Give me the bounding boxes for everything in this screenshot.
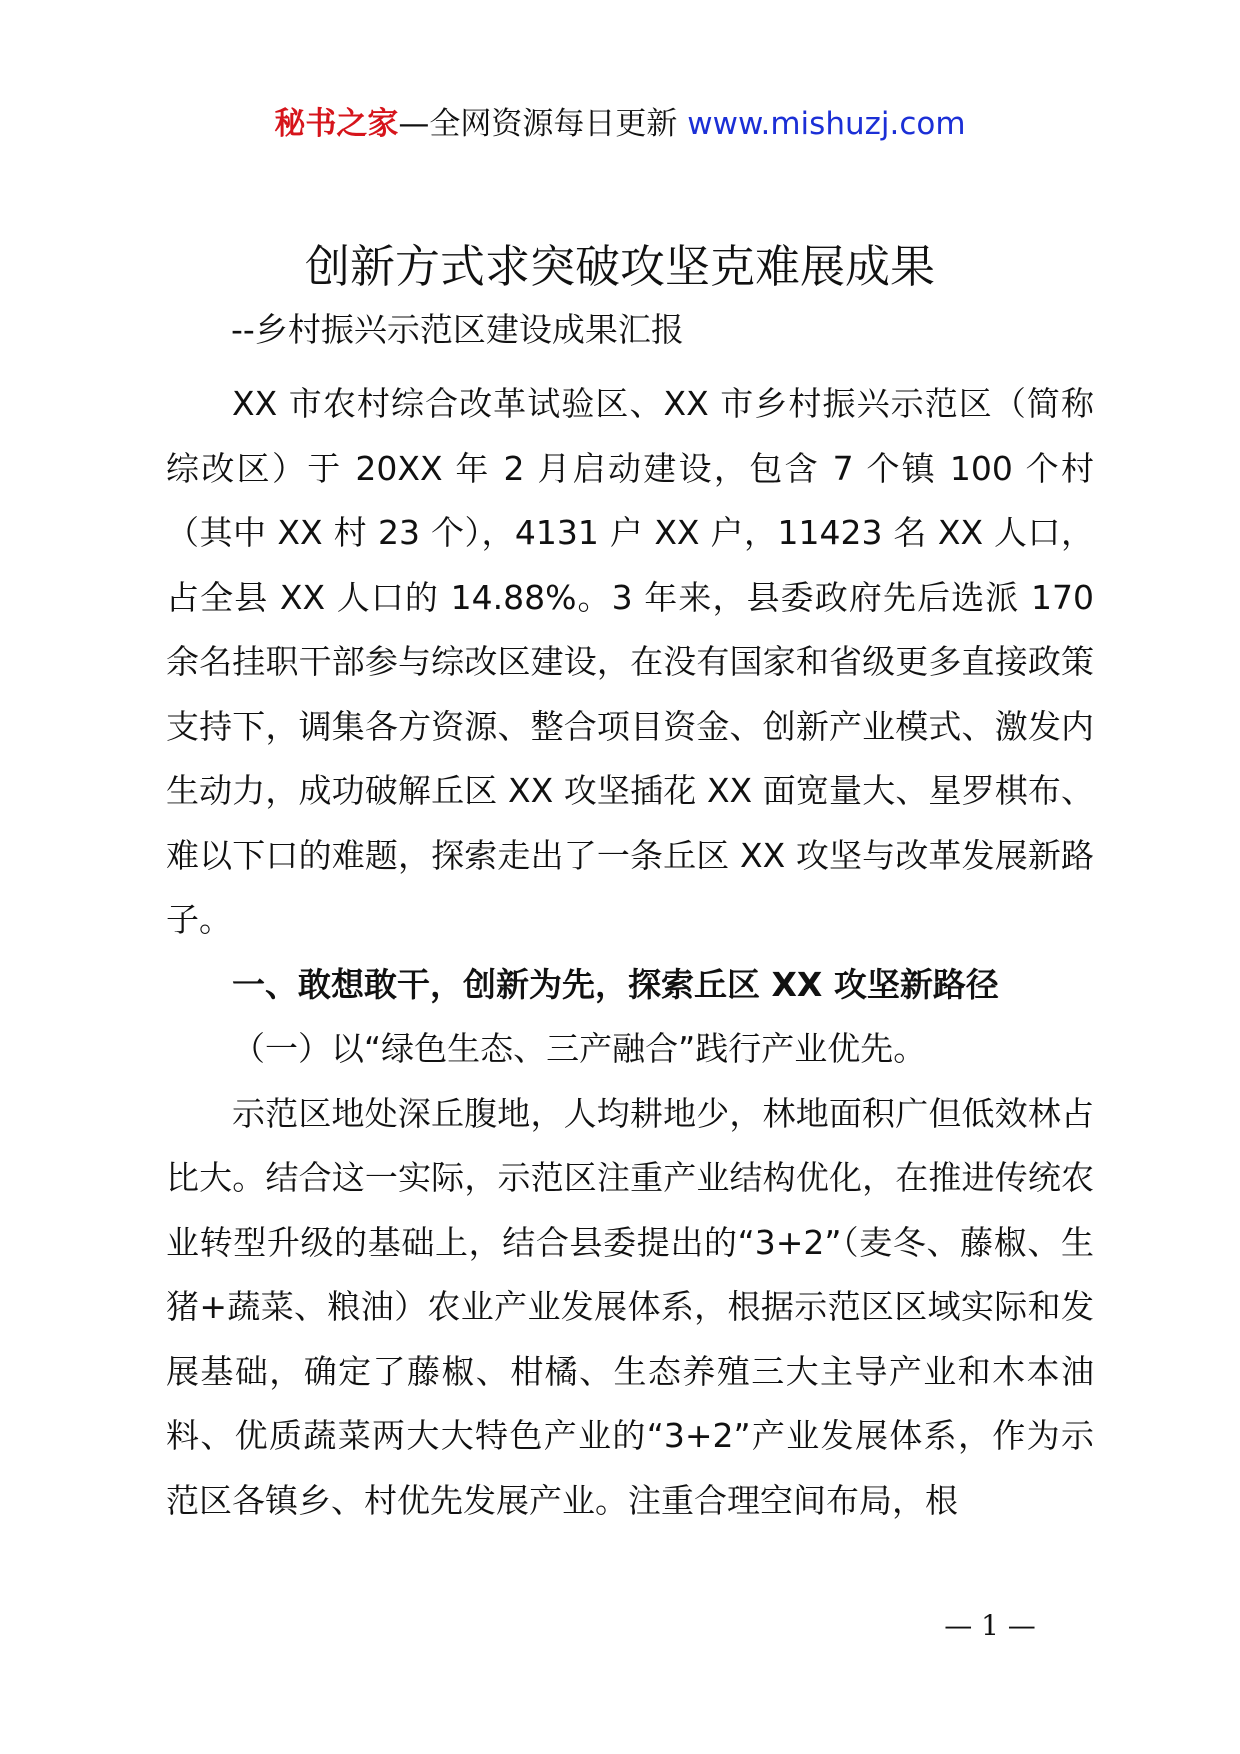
document-body (166, 372, 1094, 1533)
header-tagline: —全网资源每日更新 (398, 106, 688, 142)
document-title: 创新方式求突破攻坚克难展成果 (304, 240, 935, 293)
body-paragraph: 示范区地处深丘腹地，人均耕地少，林地面积广但低效林占比大。结合这一实际，示范区注重产业结构优化，在推进传统农业转型升级的基础上，结合县委提出的“3+2”（麦冬、藤椒、生猪+蔬菜、粮油）农业产业发展体系，根据示范区区域实际和发展基础，确定了藤椒、柑橘、生态养殖三大主导产业和木本油料、优质蔬菜两大大特色产业的“3+2”产业发展体系，作为示范区各镇乡、村优先发展产业。注重合理空间布局，根 (166, 1093, 1094, 1520)
body-paragraph: XX 市农村综合改革试验区、XX 市乡村振兴示范区（简称综改区）于 20XX 年 2 月启动建设，包含 7 个镇 100 个村（其中 XX 村 23 个），4131 户 XX 户，11423 名 XX 人口，占全县 XX 人口的 14.88%。3 年来，县委政府先后选派 170 余名挂职干部参与综改区建设，在没有国家和省级更多直接政策支持下，调集各方资源、整合项目资金、创新产业模式、激发内生动力，成功破解丘区 XX 攻坚插花 XX 面宽量大、星罗棋布、难以下口的难题，探索走出了一条丘区 XX 攻坚与改革发展新路子。 (166, 384, 1094, 939)
subsection-heading: （一）以“绿色生态、三产融合”践行产业优先。 (232, 1029, 927, 1068)
document-subtitle: --乡村振兴示范区建设成果汇报 (231, 310, 684, 349)
site-header (0, 96, 1240, 152)
section-heading: 一、敢想敢干，创新为先，探索丘区 XX 攻坚新路径 (232, 964, 999, 1004)
site-url-link[interactable]: www.mishuzj.com (687, 106, 966, 142)
brand-name: 秘书之家 (274, 106, 399, 142)
page-number: — 1 — (944, 1609, 1036, 1642)
